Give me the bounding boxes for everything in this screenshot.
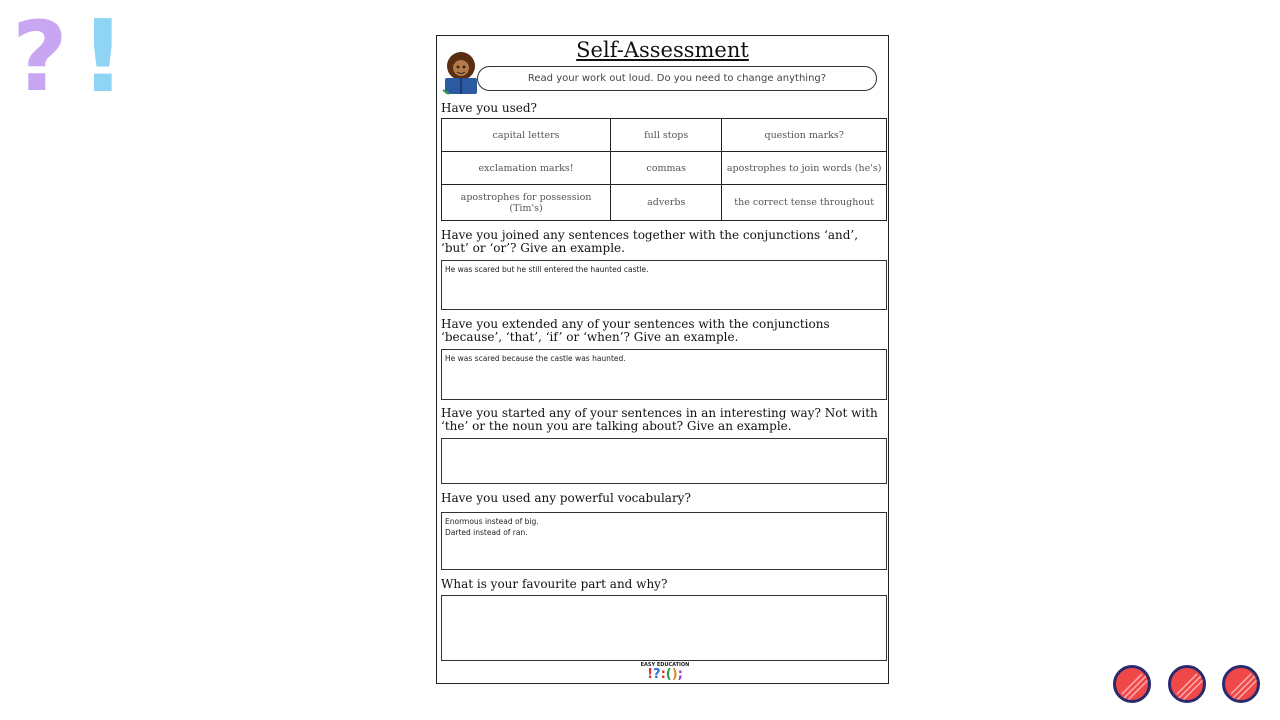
- nav-dot-2[interactable]: [1168, 665, 1206, 703]
- logo-text: EASY EDUCATION: [640, 662, 690, 668]
- checklist-cell[interactable]: exclamation marks!: [442, 152, 611, 185]
- question-powerful-vocabulary: Have you used any powerful vocabulary?: [441, 491, 691, 505]
- answer-line: He was scared because the castle was haunted.: [445, 354, 626, 363]
- checklist-cell[interactable]: commas: [611, 152, 722, 185]
- table-row: [442, 119, 887, 152]
- checklist-cell[interactable]: question marks?: [722, 119, 887, 152]
- checklist-cell[interactable]: the correct tense throughout: [722, 185, 887, 221]
- scribble-icon: [1225, 668, 1260, 703]
- scribble-icon: [1116, 668, 1151, 703]
- nav-dot-1[interactable]: [1113, 665, 1151, 703]
- answer-box-conjunctions-join[interactable]: [441, 260, 887, 310]
- answer-box-conjunctions-extend[interactable]: [441, 349, 887, 400]
- checklist-cell[interactable]: full stops: [611, 119, 722, 152]
- question-favourite-part: What is your favourite part and why?: [441, 577, 668, 591]
- checklist-cell[interactable]: adverbs: [611, 185, 722, 221]
- worksheet-title: Self-Assessment: [576, 38, 749, 62]
- table-row: [442, 152, 887, 185]
- answer-box-favourite-part[interactable]: [441, 595, 887, 661]
- reminder-banner: Read your work out loud. Do you need to change anything?: [477, 66, 877, 91]
- punctuation-checklist-table: [441, 118, 887, 221]
- question-interesting-openers: Have you started any of your sentences in an interesting way? Not with ‘the’ or the noun you are talking about? Give an example.: [441, 406, 878, 433]
- question-conjunctions-extend: Have you extended any of your sentences with the conjunctions ‘because’, ‘that’, ‘if’ or ‘when’? Give an example.: [441, 317, 830, 344]
- checklist-cell[interactable]: apostrophes to join words (he's): [722, 152, 887, 185]
- worksheet-page: [436, 35, 889, 684]
- decorative-question-mark: ?: [12, 1, 68, 113]
- scribble-icon: [1171, 668, 1206, 703]
- answer-line: Enormous instead of big.: [445, 517, 539, 526]
- checklist-cell[interactable]: apostrophes for possession (Tim's): [442, 185, 611, 221]
- nav-dot-3[interactable]: [1222, 665, 1260, 703]
- answer-box-interesting-openers[interactable]: [441, 438, 887, 484]
- question-conjunctions-join: Have you joined any sentences together with the conjunctions ‘and’, ‘but’ or ‘or’? Give an example.: [441, 228, 859, 255]
- checklist-prompt: Have you used?: [441, 101, 537, 115]
- answer-line: Darted instead of ran.: [445, 528, 528, 537]
- checklist-cell[interactable]: capital letters: [442, 119, 611, 152]
- answer-line: He was scared but he still entered the haunted castle.: [445, 265, 649, 274]
- logo-marks: !?:();: [647, 667, 683, 682]
- answer-box-powerful-vocabulary[interactable]: [441, 512, 887, 570]
- easy-education-logo: [637, 662, 693, 684]
- reading-child-icon: [441, 50, 481, 96]
- table-row: [442, 185, 887, 221]
- decorative-exclamation-mark: !: [80, 0, 126, 115]
